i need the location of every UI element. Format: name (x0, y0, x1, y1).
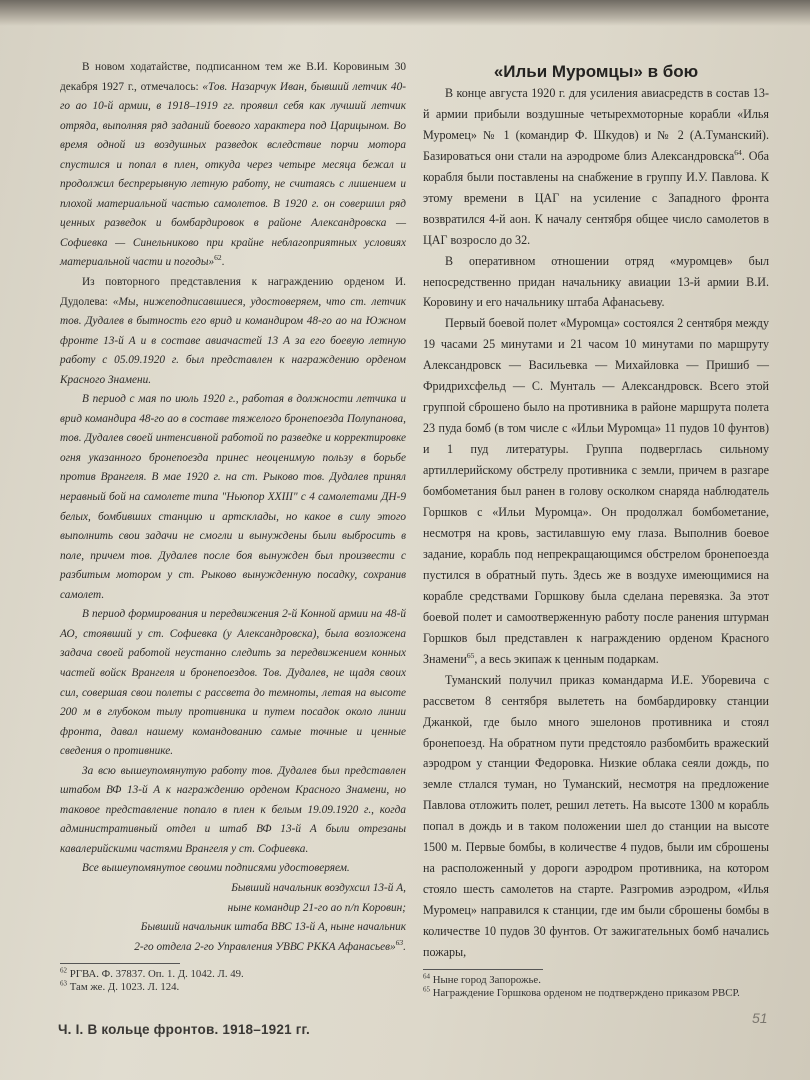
footnote: $^{62}$ РГВА. Ф. 37837. Оп. 1. Д. 1042. Л. 49. (60, 966, 244, 981)
footnote: $^{65}$ Награждение Горшкова орденом не подтверждено приказом РВСР. (423, 985, 740, 999)
paragraph: Из повторного представления к награждению орденом И. Дудолева: «Мы, нижеподписавшиеся, удостоверяем, что ст. летчик тов. Дудалев в бытность его врид и командиром 48-го ао на Южном фронте 13-й А и в составе авиачастей 13 А за его боевую летную работу с 05.09.1920 г. был представлен к награждению орденом Красного Знамени. (60, 276, 406, 386)
footnote-ref: 64 (734, 147, 742, 157)
signature-line: 2-го отдела 2-го Управления УВВС РККА Афанасьев»$^{63}$. (134, 937, 406, 953)
section-heading: «Ильи Муромцы» в бою (493, 62, 699, 81)
running-footer: Ч. I. В кольце фронтов. 1918–1921 гг. (58, 1022, 310, 1037)
footnote-divider (423, 969, 543, 970)
paragraph: В оперативном отношении отряд «муромцев» был непосредственно придан начальнику авиации 13-й армии В.И. Коровину и его начальнику штаба Афанасьеву. (423, 253, 769, 310)
signature-line: ныне командир 21-го ао п/п Коровин; (227, 901, 406, 914)
footnote: $^{64}$ Ныне город Запорожье. (423, 972, 541, 986)
page-number: 51 (752, 1010, 768, 1026)
paragraph: В период с мая по июль 1920 г., работая в должности летчика и врид командира 48-го ао в составе тяжелого бронепоезда Полупанова, тов. Дудалев своей интенсивной работой по разведке и корректировке огня указанного бронепоезда принес неоценимую пользу в борьбе против Врангеля. В мае 1920 г. на ст. Рыково тов. Дудалев принял неравный бой на самолете типа "Ньюпор XXIII" с 4 самолетами ДН-9 белых, бомбивших станцию и артсклады, но какое в силу этого выполнить свои задачи не смогли и вынуждены были выбросить в поле, причем тов. Дудалев после боя вынужден был произвести с разбитым мотором у ст. Рыково вынужденную посадку, сохранив самолет. (60, 393, 406, 601)
footnote-ref: 63 (395, 937, 404, 947)
page-top-shadow (0, 0, 810, 26)
signature-line: Бывший начальник воздухсил 13-й А, (231, 881, 406, 894)
paragraph: Все вышеупомянутое своими подписями удостоверяем. (82, 862, 350, 875)
paragraph: За всю вышеупомянутую работу тов. Дудалев был представлен штабом ВФ 13-й А к награждению орденом Красного Знамени, но таковое представление попало в плен к белым 19.09.1920 г., когда административный отдел и штаб ВФ 13-й А были отрезаны кавалерийскими частями Врангеля у ст. Софиевка. (60, 764, 406, 855)
paragraph: В период формирования и передвижения 2-й Конной армии на 48-й АО, стоявший у ст. Софиевка (у Александровска), была возложена задача своей работой неустанно следить за передвижением конных частей войск Врангеля и бронепоездов. Тов. Дудалев, не щадя своих сил, совершая свои полеты с рассвета до темноты, летая на высоте 200 м в глубоком тылу противника и путем посадок около линии фронта, давал нашему командованию самые точные и ценные сведения о противнике. (60, 608, 406, 758)
footnote-divider (60, 963, 180, 964)
footnote: $^{63}$ Там же. Д. 1023. Л. 124. (60, 979, 180, 994)
footnote-ref: 65 (466, 650, 475, 660)
paragraph: В конце августа 1920 г. для усиления авиасредств в состав 13-й армии прибыли воздушные четырехмоторные корабли «Илья Муромец» № 1 (командир Ф. Шкудов) и № 2 (А.Туманский). Базироваться они стали на аэродроме близ Александровска$^{64}$. Оба корабля были поставлены на снабжение в группу И.У. Павлова. К этому времени в ЦАГ на усиление с Западного фронта возвратился 4-й аон. К началу сентября общее число самолетов в ЦАГ возросло до 32. (423, 85, 769, 247)
paragraph: Первый боевой полет «Муромца» состоялся 2 сентября между 19 часами 25 минутами и 21 часом 10 минутами по маршруту Александровск — Васильевка — Михайловка — Пришиб — Фридрихсфельд — С. Мунталь — Александровск. Всего этой группой сброшено было на противника в районе маршрута полета 23 пуда бомб (в том числе с «Ильи Муромца» 11 пудов 10 фунтов) и 1 пуд литературы. Группа подверглась сильному артиллерийскому обстрелу противника с земли, причем в разгаре бомбометания был ранен в голову осколком снаряда наблюдатель Горшков с «Ильи Муромца». Он продолжал бомбометание, несмотря на кровь, застилавшую ему глаза. Выполнив боевое задание, корабль под непрекращающимся обстрелом бронепоезда пустился в обратный путь. Здесь же в воздухе имеющимися на корабле средствами Горшкову была сделана перевязка. За этот боевой полет и самоотверженную работу после ранения штурман Горшков был представлен к награждению орденом Красного Знамени$^{65}$, а весь экипаж к ценным подаркам. (423, 316, 769, 666)
left-column (60, 58, 406, 994)
footnote-ref: 62 (214, 253, 222, 263)
paragraph: Туманский получил приказ командарма И.Е. Уборевича с рассветом 8 сентября вылететь на бомбардировку станции Джанкой, где было много эшелонов противника и стоял бронепоезд. На обратном пути предстояло разбомбить вражеский аэродром у станции Федоровка. Низкие облака сеяли дождь, по земле стлался туман, но Туманский, несмотря на предложение Павлова отложить полет, решил лететь. На высоте 1300 м корабль попал в дождь и в таком положении шел до станции на высоте 1500 м. Первые бомбы, в количестве 4 пудов, были им сброшены на расположенный у дороги аэродром противника, на котором стояло шесть самолетов на старте. Разгромив аэродром, «Илья Муромец» направился к станции, где им были сброшены бомбы в количестве 10 пудов 30 фунтов. От зажигательных бомб начались пожары, (423, 672, 769, 960)
paragraph: В новом ходатайстве, подписанном тем же В.И. Коровиным 30 декабря 1927 г., отмечалось: «Тов. Назарчук Иван, бывший летчик 40-го ао 10-й армии, в 1918–1919 гг. проявил себя как лучший летчик отряда, выполняя ряд заданий боевого характера под Царицыном. Во время одной из воздушных разведок вследствие порчи мотора спустился и попал в плен, откуда через четыре месяца бежал и продолжил беспрерывную летную работу, не считаясь с лишением и плохой материальной частью самолетов. В 1920 г. он совершил ряд ценных разведок и бомбардировок в районе Александровска — Софиевка — Синельниково при крайне неблагоприятных условиях материальной части и погоды»$^{62}$. (60, 61, 406, 269)
signature-line: Бывший начальник штаба ВВС 13-й А, ныне начальник (140, 921, 406, 934)
right-column (423, 62, 769, 1000)
